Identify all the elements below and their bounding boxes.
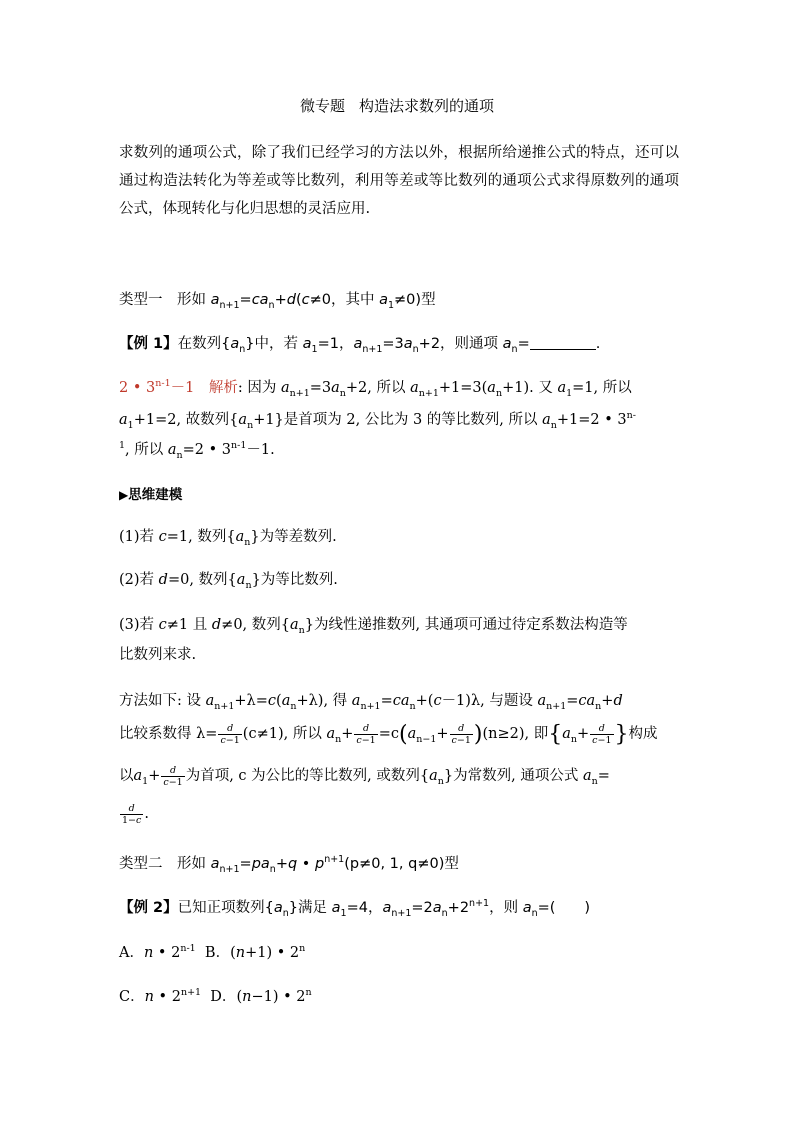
model-item-1: (1)若 c=1, 数列$\{a_n\}$为等差数列. bbox=[119, 529, 337, 548]
thinking-model-heading: ▶思维建模 bbox=[119, 487, 183, 503]
solution-1-line-1: 2 • $3^{n-1}-1$ 解析: 因为 $a_{n+1}=3a_n+2$, 所以 $a_{n+1}+1=3(a_n+1)$. 又 $a_1=1$, 所以 bbox=[119, 378, 632, 399]
method-line-3: 以$a_1+$ $\frac{d}{c-1}$ 为首项, c 为公比的等比数列, 或数列$\{a_n\}$为常数列, 通项公式 $a_n=$ bbox=[119, 764, 610, 788]
page-title: 微专题 构造法求数列的通项 bbox=[299, 97, 495, 115]
example-1: 【例 1】在数列$\{a_n\}$中，若 $a_1=1$，$a_{n+1}=3a_n+2$，则通项 $a_n=$ . bbox=[119, 336, 601, 355]
model-item-3-cont: 比数列来求. bbox=[119, 647, 197, 663]
solution-1-line-2: $a_1+1=2$, 故数列$\{a_n+1\}$是首项为 2, 公比为 3 的等比数列, 所以 $a_n+1=2$ • $3^{n-}$ bbox=[119, 410, 636, 431]
intro-paragraph: 求数列的通项公式，除了我们已经学习的方法以外，根据所给递推公式的特点，还可以通过构造法转化为等差或等比数列，利用等差或等比数列的通项公式求得原数列的通项公式，体现转化与化归思想的灵活应用. bbox=[119, 145, 679, 217]
options-row-1 bbox=[119, 939, 679, 967]
example-2: 【例 2】已知正项数列$\{a_n\}$满足 $a_1=4$，$a_{n+1}=2a_n+2^{n+1}$，则 $a_n=$( ) bbox=[119, 898, 591, 919]
options-row-2 bbox=[119, 983, 679, 1011]
model-item-2: (2)若 d=0, 数列$\{a_n\}$为等比数列. bbox=[119, 572, 338, 591]
option-d[interactable]: D．(n−1) • 2$^n$ bbox=[210, 987, 312, 1005]
option-a[interactable]: A．n • 2$^{n-1}$ bbox=[119, 943, 196, 961]
answer-blank bbox=[530, 335, 596, 350]
answer-1: 2 • $3^{n-1}-1$ bbox=[119, 378, 195, 396]
method-line-4: $\frac{d}{1-c}$ . bbox=[122, 802, 149, 826]
type2-heading: 类型二 形如 $a_{n+1}=pa_n+q$ • $p^{n+1}(p\ne 0$, 1, q≠0)型 bbox=[119, 854, 459, 875]
method-line-2: 比较系数得 λ= $\frac{d}{c-1}$ (c≠1), 所以 $a_n+$ $\frac{d}{c-1}$ $=c(a_{n-1}+$ $\frac{d}{c-1}$ )(n≥2), 即{$a_n+$ $\frac{d}{c-1}$ }构成 bbox=[119, 722, 658, 747]
model-item-3: (3)若 c≠1 且 d≠0, 数列$\{a_n\}$为线性递推数列, 其通项可通过待定系数法构造等 bbox=[119, 617, 628, 636]
option-b[interactable]: B．(n+1) • 2$^n$ bbox=[204, 943, 306, 961]
solution-1-line-3: $^1$, 所以 $a_n=2$ • $3^{n-1}-1$. bbox=[119, 440, 275, 461]
method-line-1: 方法如下: 设 $a_{n+1}+\lambda=c(a_n+\lambda)$, 得 $a_{n+1}=ca_n+(c-1)\lambda$, 与题设 $a_{n+1}=ca_n+d$ bbox=[119, 693, 623, 712]
type1-heading: 类型一 形如 $a_{n+1}=ca_n+d(c\ne 0$，其中 $a_1\ne 0$)型 bbox=[119, 292, 436, 311]
option-c[interactable]: C．n • $2^{n+1}$ bbox=[119, 987, 202, 1005]
